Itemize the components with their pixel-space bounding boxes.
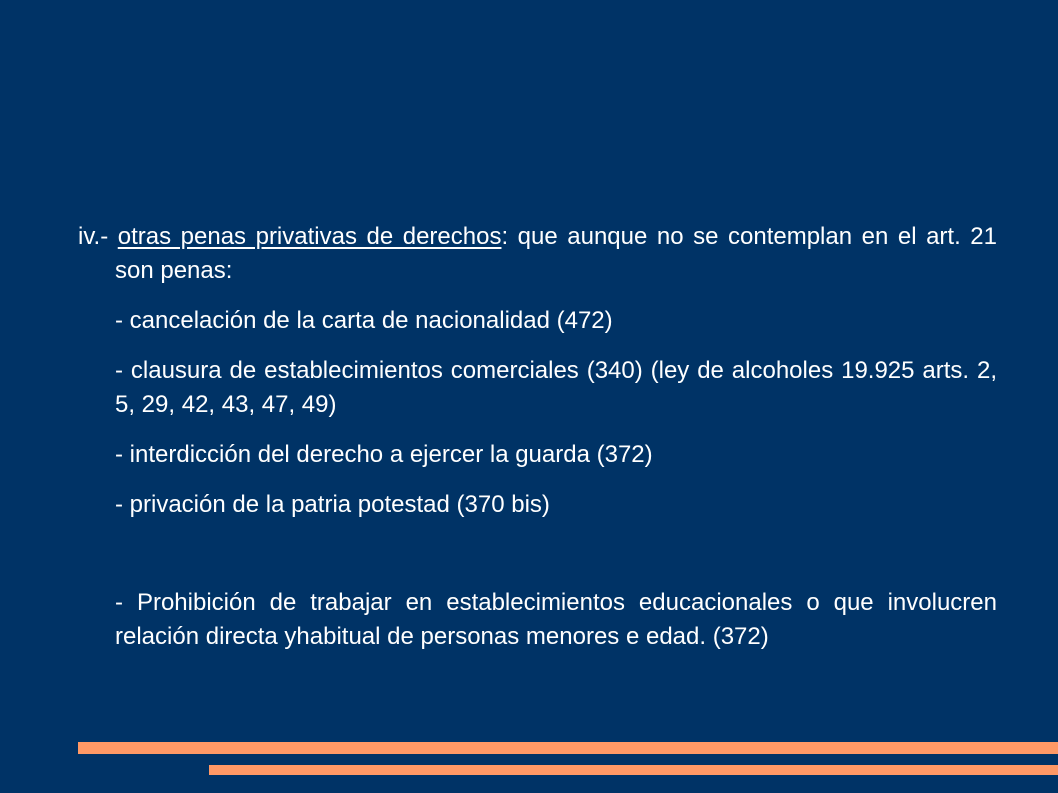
list-item-interdiccion: - interdicción del derecho a ejercer la guarda (372) xyxy=(115,441,653,468)
decorative-rule-bottom xyxy=(209,765,1058,775)
lead-underlined-term: otras penas privativas de derechos xyxy=(117,223,502,250)
decorative-rule-top xyxy=(78,742,1058,754)
slide-content xyxy=(78,220,997,654)
list-item-cancelacion: - cancelación de la carta de nacionalidad (472) xyxy=(115,307,613,334)
lead-paragraph xyxy=(78,220,997,288)
lead-prefix: iv.- xyxy=(78,223,118,250)
list-item-privacion: - privación de la patria potestad (370 bis) xyxy=(115,491,550,518)
lead-suffix: : que aunque no se contemplan en el art. 21 son penas: xyxy=(115,223,997,284)
list-item-prohibicion: - Prohibición de trabajar en establecimientos educacionales o que involucren relación directa yhabitual de personas menores e edad. (372) xyxy=(115,589,997,650)
list-item-clausura: - clausura de establecimientos comerciales (340) (ley de alcoholes 19.925 arts. 2, 5, 29, 42, 43, 47, 49) xyxy=(115,357,997,418)
